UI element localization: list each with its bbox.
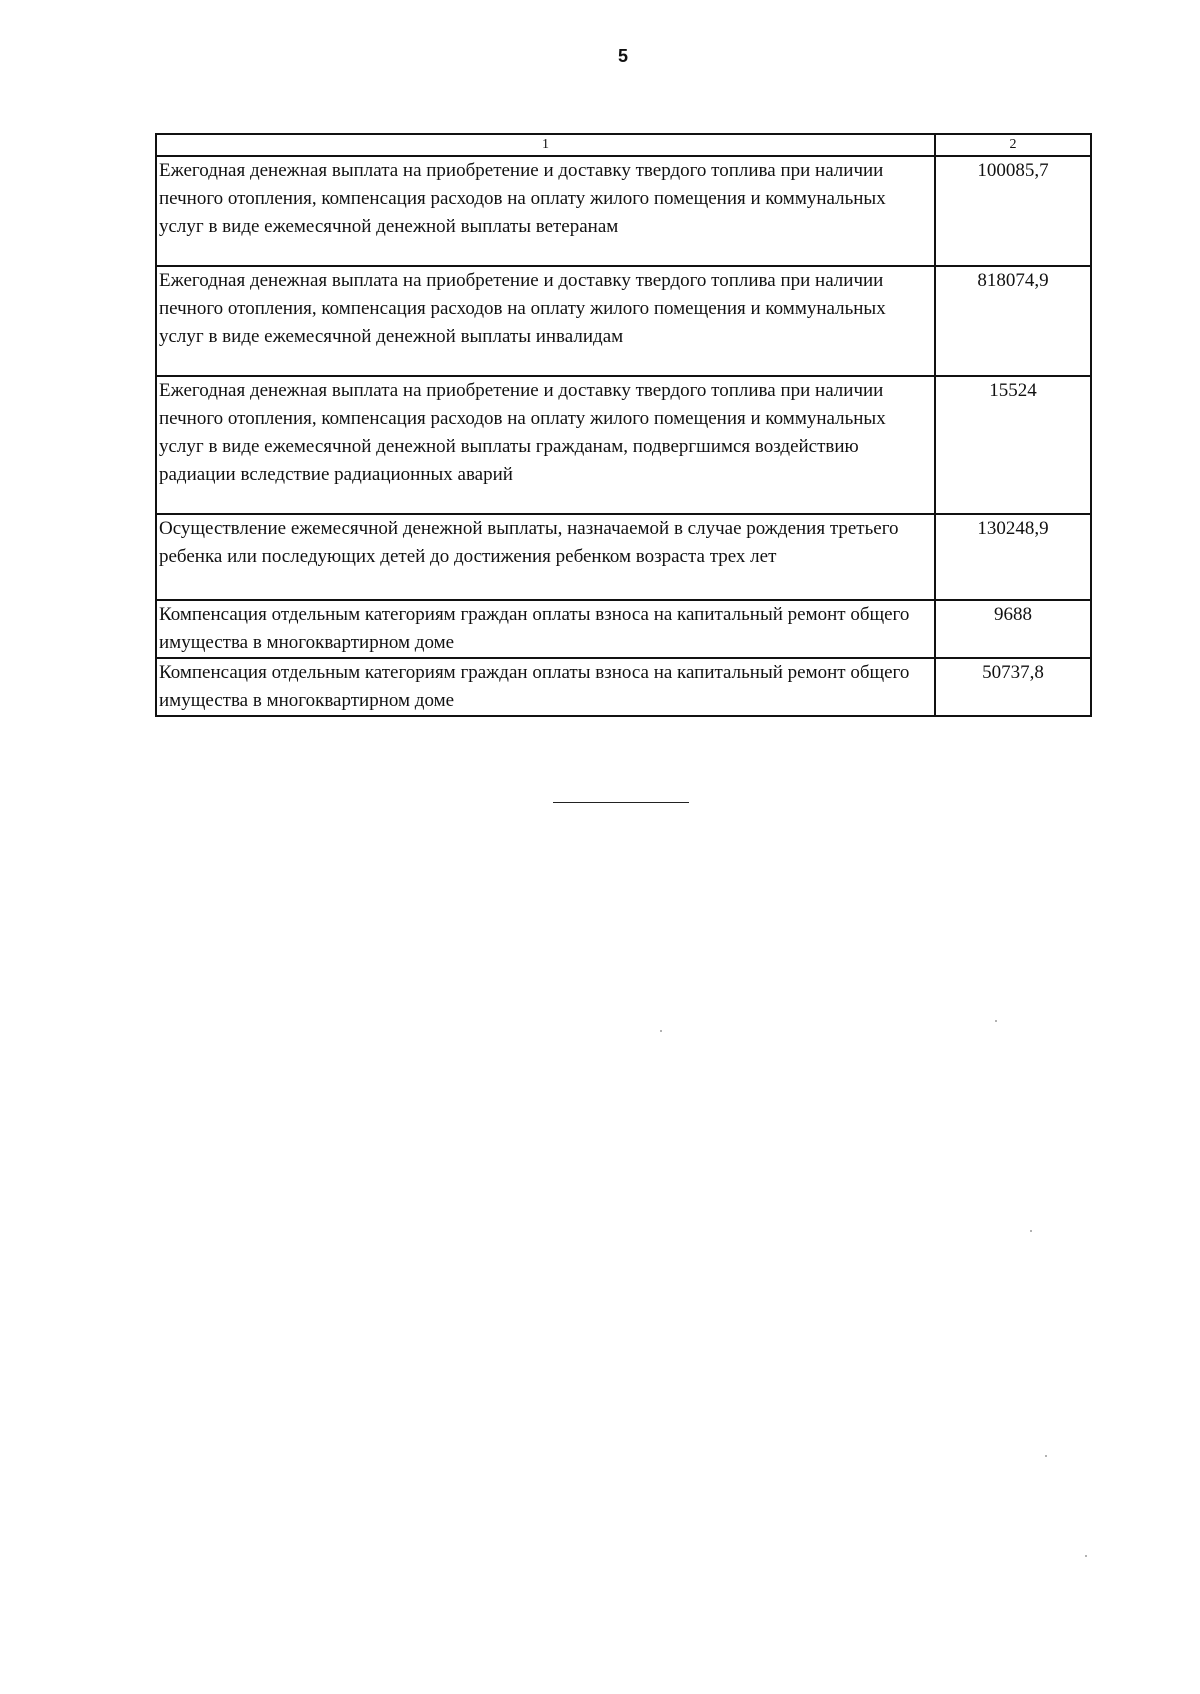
scan-speck: [1085, 1555, 1087, 1557]
table-row: [156, 376, 1091, 514]
table-row: [156, 266, 1091, 376]
table-row: [156, 156, 1091, 266]
row-value: 50737,8: [935, 658, 1091, 716]
row-description: Ежегодная денежная выплата на приобретение и доставку твердого топлива при наличии печного отопления, компенсация расходов на оплату жилого помещения и коммунальных услуг в виде ежемесячной денежной выплаты инвалидам: [156, 266, 935, 376]
table-header-row: [156, 134, 1091, 156]
row-description: Осуществление ежемесячной денежной выплаты, назначаемой в случае рождения третьего ребенка или последующих детей до достижения ребенком возраста трех лет: [156, 514, 935, 600]
row-description: Компенсация отдельным категориям граждан оплаты взноса на капитальный ремонт общего имущества в многоквартирном доме: [156, 658, 935, 716]
table-row: [156, 600, 1091, 658]
column-header-2: 2: [935, 134, 1091, 156]
table-row: [156, 658, 1091, 716]
row-description: Ежегодная денежная выплата на приобретение и доставку твердого топлива при наличии печного отопления, компенсация расходов на оплату жилого помещения и коммунальных услуг в виде ежемесячной денежной выплаты гражданам, подвергшимся воздействию радиации вследствие радиационных аварий: [156, 376, 935, 514]
row-value: 130248,9: [935, 514, 1091, 600]
row-value: 9688: [935, 600, 1091, 658]
scan-speck: [660, 1030, 662, 1032]
row-value: 818074,9: [935, 266, 1091, 376]
scan-speck: [995, 1020, 997, 1022]
row-description: Ежегодная денежная выплата на приобретение и доставку твердого топлива при наличии печного отопления, компенсация расходов на оплату жилого помещения и коммунальных услуг в виде ежемесячной денежной выплаты ветеранам: [156, 156, 935, 266]
column-header-1: 1: [156, 134, 935, 156]
row-value: 15524: [935, 376, 1091, 514]
row-description: Компенсация отдельным категориям граждан оплаты взноса на капитальный ремонт общего имущества в многоквартирном доме: [156, 600, 935, 658]
table-row: [156, 514, 1091, 600]
page-number: 5: [617, 46, 628, 66]
scan-speck: [1045, 1455, 1047, 1457]
data-table: [155, 133, 1092, 717]
scan-speck: [1030, 1230, 1032, 1232]
end-of-document-rule: [553, 802, 689, 803]
row-value: 100085,7: [935, 156, 1091, 266]
